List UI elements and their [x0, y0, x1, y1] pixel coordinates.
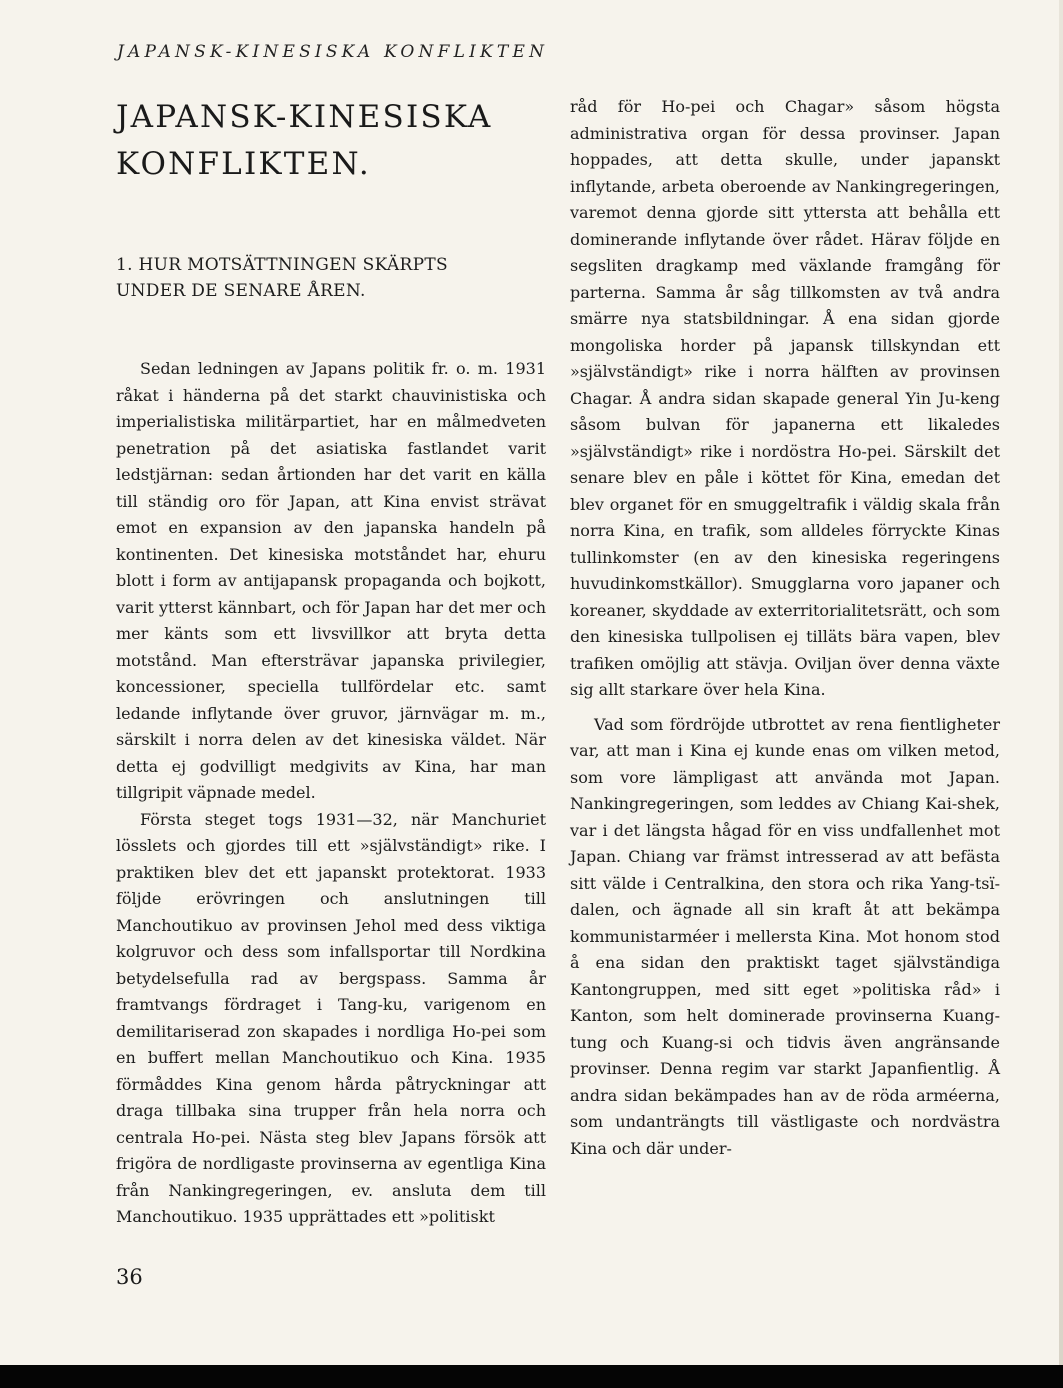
title-line-1: JAPANSK-KINESISKA [116, 99, 493, 135]
left-paragraph-2: Första steget togs 1931—32, när Manchuriet lösslets och gjordes till ett »självständigt» rike. I praktiken blev det ett japanskt protektorat. 1933 följde erövringen och anslutningen till Manchoutikuo av provinsen Jehol med dess viktiga kolgruvor och dess som infallsportar till Nordkina betydelsefulla rad av bergspass. Samma år framtvangs fördraget i Tang-ku, varigenom en demilitariserad zon skapades i nordliga Ho-pei som en buffert mellan Manchoutikuo och Kina. 1935 förmåddes Kina genom hårda påtryckningar att draga tillbaka sina trupper från hela norra och centrala Ho-pei. Nästa steg blev Japans försök att frigöra de nordligaste provinserna av egentliga Kina från Nankingregeringen, ev. ansluta dem till Manchoutikuo. 1935 upprättades ett »politiskt [116, 809, 546, 1226]
left-paragraph-1: Sedan ledningen av Japans politik fr. o. m. 1931 råkat i händerna på det starkt chauvinistiska och imperialistiska militärpartiet, har en målmedveten penetration på det asiatiska fastlandet varit ledstjärnan: sedan årtionden har det varit en källa till ständig oro för Japan, att Kina envist strävat emot en expansion av den japanska handeln på kontinenten. Det kinesiska motståndet har, ehuru blott i form av antijapansk propaganda och bojkott, varit ytterst kännbart, och för Japan har det mer och mer känts som ett livsvillkor att bryta detta motstånd. Man eftersträvar japanska privilegier, koncessioner, speciella tullfördelar etc. samt ledande inflytande över gruvor, järnvägar m. m., särskilt i norra delen av det kinesiska väldet. När detta ej godvilligt medgivits av Kina, har man tillgripit väpnade medel. [116, 359, 546, 802]
section-heading [116, 252, 546, 304]
section-heading-line-2: UNDER DE SENARE ÅREN. [116, 281, 366, 301]
article-title [116, 94, 546, 188]
right-column [570, 94, 1000, 1162]
title-line-2: KONFLIKTEN. [116, 146, 371, 182]
scan-border [0, 1365, 1063, 1388]
right-paragraph-2: Vad som fördröjde utbrottet av rena fientligheter var, att man i Kina ej kunde enas om vilken metod, som vore lämpligast att använda mot Japan. Nankingregeringen, som leddes av Chiang Kai-shek, var i det längsta hågad för en viss undfallenhet mot Japan. Chiang var främst intresserad av att befästa sitt välde i Centralkina, den stora och rika Yang-tsï-dalen, och ägnade all sin kraft åt att bekämpa kommunistarméer i mellersta Kina. Mot honom stod å ena sidan den praktiskt taget självständiga Kantongruppen, med sitt eget »politiska råd» i Kanton, som helt dominerade provinserna Kuang-tung och Kuang-si och tidvis även angränsande provinser. Denna regim var starkt Japanfientlig. Å andra sidan bekämpades han av de röda arméerna, som undanträngts till västligaste och nordvästra Kina och där under- [570, 714, 1000, 1158]
right-paragraph-1: råd för Ho-pei och Chagar» såsom högsta administrativa organ för dessa provinser. Japan hoppades, att detta skulle, under japanskt inflytande, arbeta oberoende av Nankingregeringen, varemot denna gjorde sitt yttersta att behålla ett dominerande inflytande över rådet. Härav följde en segsliten dragkamp med växlande framgång för parterna. Samma år såg tillkomsten av två andra smärre nya statsbildningar. Å ena sidan gjorde mongoliska horder på japansk tillskyndan ett »självständigt» rike i norra hälften av provinsen Chagar. Å andra sidan skapade general Yin Ju-keng såsom bulvan för japanerna ett likaledes »självständigt» rike i nordöstra Ho-pei. Särskilt det senare blev en påle i köttet för Kina, emedan det blev organet för en smuggeltrafik i väldig skala från norra Kina, en trafik, som alldeles förryckte Kinas tullinkomster (en av den kinesiska regeringens huvudinkomstkällor). Smugglarna voro japaner och koreaner, skyddade av exterritorialitetsrätt, och som den kinesiska tullpolisen ej tilläts bära vapen, blev trafiken omöjlig att stävja. Oviljan över denna växte sig allt starkare över hela Kina. [570, 97, 1000, 699]
running-head: JAPANSK-KINESISKA KONFLIKTEN [117, 42, 549, 62]
section-heading-line-1: 1. HUR MOTSÄTTNINGEN SKÄRPTS [116, 255, 448, 275]
page-number: 36 [116, 1265, 143, 1289]
scan-edge [1059, 0, 1063, 1365]
left-column [116, 94, 546, 1231]
